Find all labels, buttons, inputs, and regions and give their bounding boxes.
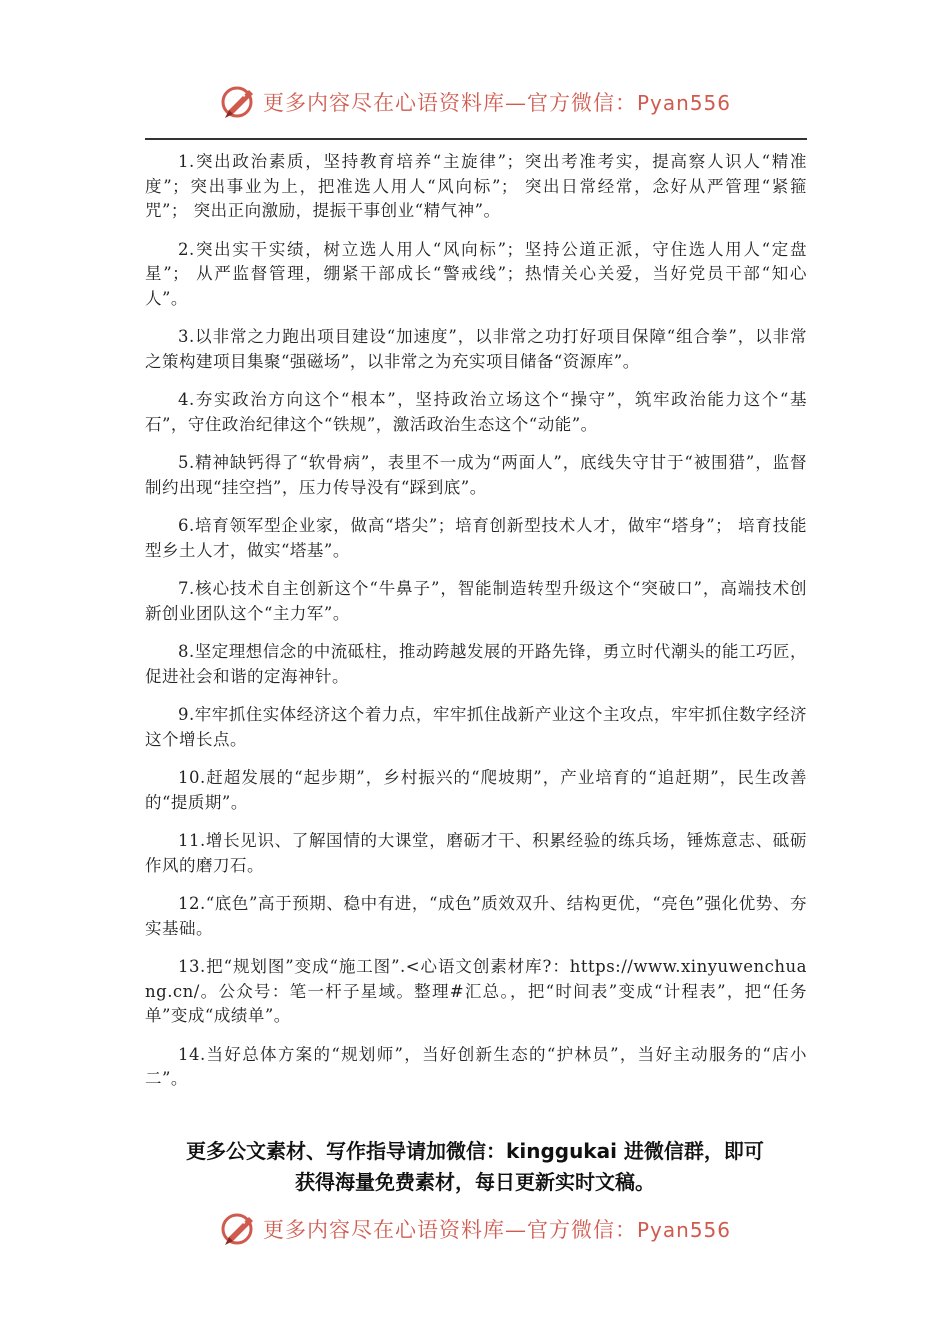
document-body [145,150,807,1106]
footer-cta [120,1136,830,1198]
list-item: 14.当好总体方案的“规划师”，当好创新生态的“护林员”，当好主动服务的“店小二”。 [145,1044,807,1088]
header-banner [0,80,950,124]
list-item: 13.把“规划图”变成“施工图”.<心语文创素材库?：https://www.xinyuwenchuang.cn/。公众号：笔一杆子星域。整理#汇总。，把“时间表”变成“计程表”，把“任务单”变成“成绩单”。 [145,957,807,1025]
footer-banner-wechat-id: Pyan556 [636,1218,731,1242]
list-item: 5.精神缺钙得了“软骨病”，表里不一成为“两面人”，底线失守甘于“被围猎”，监督制约出现“挂空挡”，压力传导没有“踩到底”。 [145,453,807,497]
list-item: 12.“底色”高于预期、稳中有进，“成色”质效双升、结构更优，“亮色”强化优势、夯实基础。 [145,894,807,938]
header-banner-wechat-id: Pyan556 [636,91,731,115]
footer-banner-cn: 更多内容尽在心语资料库—官方微信： [262,1218,637,1242]
list-item: 4.夯实政治方向这个“根本”，坚持政治立场这个“操守”，筑牢政治能力这个“基石”，守住政治纪律这个“铁规”，激活政治生态这个“动能”。 [145,390,807,434]
header-divider [145,138,807,140]
footer-cta-line1: 更多公文素材、写作指导请加微信：kinggukai 进微信群，即可 [186,1139,764,1163]
header-banner-text [263,87,731,117]
list-item: 7.核心技术自主创新这个“牛鼻子”，智能制造转型升级这个“突破口”，高端技术创新创业团队这个“主力军”。 [145,579,807,623]
list-item: 10.赶超发展的“起步期”，乡村振兴的“爬坡期”，产业培育的“追赶期”，民生改善的“提质期”。 [145,768,807,812]
footer-banner [0,1207,950,1251]
list-item: 3.以非常之力跑出项目建设“加速度”，以非常之功打好项目保障“组合拳”，以非常之策构建项目集聚“强磁场”，以非常之为充实项目储备“资源库”。 [145,327,807,371]
list-item: 1.突出政治素质，坚持教育培养“主旋律”；突出考准考实，提高察人识人“精准度”；突出事业为上，把准选人用人“风向标”； 突出日常经常，念好从严管理“紧箍咒”； 突出正向激励，提振干事创业“精气神”。 [145,152,807,220]
pen-logo-icon [219,1209,259,1249]
list-item: 8.坚定理想信念的中流砥柱，推动跨越发展的开路先锋，勇立时代潮头的能工巧匠，促进社会和谐的定海神针。 [145,642,807,686]
header-banner-cn: 更多内容尽在心语资料库—官方微信： [262,91,637,115]
pen-logo-icon [219,82,259,122]
footer-banner-text [263,1214,731,1244]
list-item: 6.培育领军型企业家，做高“塔尖”；培育创新型技术人才，做牢“塔身”； 培育技能型乡土人才，做实“塔基”。 [145,516,807,560]
list-item: 11.增长见识、了解国情的大课堂，磨砺才干、积累经验的练兵场，锤炼意志、砥砺作风的磨刀石。 [145,831,807,875]
footer-cta-line2: 获得海量免费素材，每日更新实时文稿。 [295,1170,655,1194]
list-item: 2.突出实干实绩，树立选人用人“风向标”；坚持公道正派，守住选人用人“定盘星”； 从严监督管理，绷紧干部成长“警戒线”；热情关心关爱，当好党员干部“知心人”。 [145,239,807,308]
list-item: 9.牢牢抓住实体经济这个着力点，牢牢抓住战新产业这个主攻点，牢牢抓住数字经济这个增长点。 [145,705,807,749]
